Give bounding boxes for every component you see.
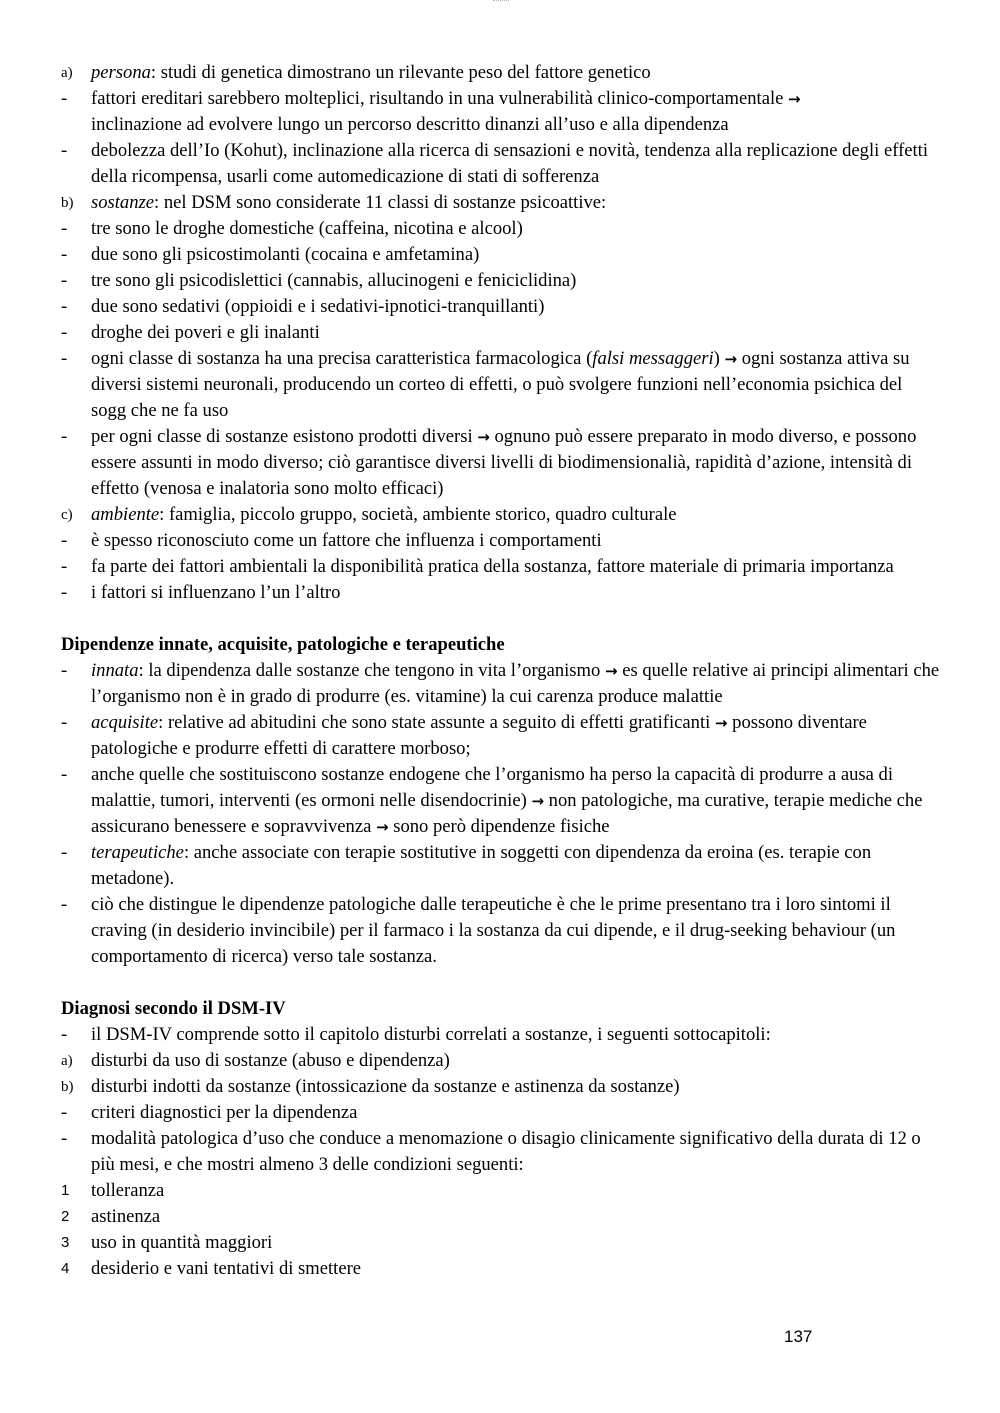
item-text: ciò che distingue le dipendenze patologiche dalle terapeutiche è che le prime presentano tra i loro sintomi il craving (in desiderio invincibile) per il farmaco i la sostanza da cui dipende, e il drug-seeking behaviour (un comportamento di ricerca) verso tale sostanza. <box>91 894 896 967</box>
item-text: uso in quantità maggiori <box>91 1232 273 1253</box>
item-text: : la dipendenza dalle sostanze che tengono in vita l’organismo <box>138 660 605 681</box>
item-text: debolezza dell’Io (Kohut), inclinazione alla ricerca di sensazioni e novità, tendenza alla replicazione degli effetti della ricompensa, usarli come automedicazione di stati di sofferenza <box>91 140 929 187</box>
bullet-dash: - <box>61 88 68 109</box>
item-text: i fattori si influenzano l’un l’altro <box>91 582 341 603</box>
list-item-a <box>61 1048 941 1074</box>
paragraph-gap <box>61 970 941 996</box>
list-number: 2 <box>61 1208 70 1225</box>
term-falsi-messaggeri: falsi messaggeri <box>592 348 714 369</box>
item-text: : nel DSM sono considerate 11 classi di sostanze psicoattive: <box>154 192 607 213</box>
item-text: ) <box>713 348 725 369</box>
item-text: modalità patologica d’uso che conduce a menomazione o disagio clinicamente significativo della durata di 12 o più mesi, e che mostri almeno 3 delle condizioni seguenti: <box>91 1128 921 1175</box>
list-item <box>61 138 941 190</box>
arrow-right-icon: → <box>531 792 545 810</box>
item-text: possono diventare patologiche e produrre effetti di carattere morboso; <box>91 712 867 759</box>
item-text: due sono gli psicostimolanti (cocaina e amfetamina) <box>91 244 480 265</box>
item-text: fa parte dei fattori ambientali la disponibilità pratica della sostanza, fattore materiale di primaria importanza <box>91 556 894 577</box>
arrow-right-icon: → <box>788 90 801 108</box>
bullet-dash: - <box>61 842 68 863</box>
bullet-dash: - <box>61 764 68 785</box>
bullet-dash: - <box>61 348 68 369</box>
list-item <box>61 216 941 242</box>
bullet-dash: - <box>61 322 68 343</box>
list-item-b <box>61 1074 941 1100</box>
item-text: tolleranza <box>91 1180 165 1201</box>
list-item-c-ambiente <box>61 502 941 528</box>
numbered-item <box>61 1256 941 1282</box>
item-text: disturbi indotti da sostanze (intossicazione da sostanze e astinenza da sostanze) <box>91 1076 680 1097</box>
arrow-right-icon: → <box>714 714 728 732</box>
numbered-item <box>61 1204 941 1230</box>
item-text: tre sono le droghe domestiche (caffeina, nicotina e alcool) <box>91 218 523 239</box>
item-text: è spesso riconosciuto come un fattore che influenza i comportamenti <box>91 530 602 551</box>
bullet-dash: - <box>61 426 68 447</box>
bullet-dash: - <box>61 218 68 239</box>
page-number: 137 <box>784 1327 813 1346</box>
list-marker: b) <box>61 1079 74 1095</box>
bullet-dash: - <box>61 660 68 681</box>
list-item <box>61 528 941 554</box>
bullet-dash: - <box>61 894 68 915</box>
bullet-dash: - <box>61 1024 68 1045</box>
list-item <box>61 580 941 606</box>
item-text: ogni sostanza attiva su diversi sistemi neuronali, producendo un corteo di effetti, o può svolgere funzioni nell’economia psichica del sogg che ne fa uso <box>91 348 910 421</box>
term-acquisite: acquisite <box>91 712 159 733</box>
item-text: anche quelle che sostituiscono sostanze endogene che l’organismo ha perso la capacità di produrre a ausa di malattie, tumori, interventi (es ormoni nelle disendocrinie) <box>91 764 893 811</box>
item-text: : relative ad abitudini che sono state assunte a seguito di effetti gratificanti <box>158 712 715 733</box>
bullet-dash: - <box>61 244 68 265</box>
item-text: es quelle relative ai principi alimentari che l’organismo non è in grado di produrre (es. vitamine) la cui carenza produce malattie <box>91 660 940 707</box>
item-text: sono però dipendenze fisiche <box>388 816 610 837</box>
list-item-b-sostanze <box>61 190 941 216</box>
list-item <box>61 424 941 502</box>
list-item <box>61 242 941 268</box>
term-sostanze: sostanze <box>91 192 155 213</box>
list-number: 3 <box>61 1234 70 1251</box>
item-text: ogni classe di sostanza ha una precisa caratteristica farmacologica ( <box>91 348 593 369</box>
item-text: droghe dei poveri e gli inalanti <box>91 322 320 343</box>
item-text: : famiglia, piccolo gruppo, società, ambiente storico, quadro culturale <box>159 504 677 525</box>
item-text: ognuno può essere preparato in modo diverso, e possono essere assunti in modo diverso; ciò garantisce diversi livelli di biodimensionalià, rapidità d’azione, intensità di effetto (venosa e inalatoria sono molto efficaci) <box>91 426 917 499</box>
bullet-dash: - <box>61 582 68 603</box>
item-text: : studi di genetica dimostrano un rilevante peso del fattore genetico <box>150 62 651 83</box>
item-text: tre sono gli psicodislettici (cannabis, allucinogeni e feniciclidina) <box>91 270 577 291</box>
list-marker: a) <box>61 65 73 81</box>
list-item-a-persona <box>61 60 941 86</box>
header-mark <box>493 0 509 3</box>
item-text: criteri diagnostici per la dipendenza <box>91 1102 358 1123</box>
list-item <box>61 1022 941 1048</box>
bullet-dash: - <box>61 1128 68 1149</box>
section-heading: Dipendenze innate, acquisite, patologiche e terapeutiche <box>61 634 505 655</box>
term-persona: persona <box>91 62 151 83</box>
list-number: 1 <box>61 1182 70 1199</box>
list-item <box>61 892 941 970</box>
bullet-dash: - <box>61 530 68 551</box>
numbered-item <box>61 1230 941 1256</box>
bullet-dash: - <box>61 270 68 291</box>
item-text: disturbi da uso di sostanze (abuso e dipendenza) <box>91 1050 450 1071</box>
term-terapeutiche: terapeutiche <box>91 842 184 863</box>
item-text: due sono sedativi (oppioidi e i sedativi-ipnotici-tranquillanti) <box>91 296 545 317</box>
bullet-dash: - <box>61 556 68 577</box>
list-item <box>61 320 941 346</box>
item-text: desiderio e vani tentativi di smettere <box>91 1258 362 1279</box>
list-item <box>61 658 941 710</box>
list-item <box>61 1100 941 1126</box>
list-marker: a) <box>61 1053 73 1069</box>
list-item <box>61 346 941 424</box>
paragraph-gap <box>61 606 941 632</box>
item-text: per ogni classe di sostanze esistono prodotti diversi <box>91 426 478 447</box>
arrow-right-icon: → <box>604 662 618 680</box>
bullet-dash: - <box>61 140 68 161</box>
page-content <box>61 60 941 1282</box>
bullet-dash: - <box>61 296 68 317</box>
item-text: : anche associate con terapie sostitutive in soggetti con dipendenza da eroina (es. terapie con metadone). <box>91 842 872 889</box>
list-item <box>61 294 941 320</box>
item-text: il DSM-IV comprende sotto il capitolo disturbi correlati a sostanze, i seguenti sottocapitoli: <box>91 1024 771 1045</box>
item-text: non patologiche, ma curative, terapie mediche che assicurano benessere e sopravvivenza <box>91 790 923 837</box>
list-item <box>61 554 941 580</box>
list-item <box>61 762 941 840</box>
arrow-right-icon: → <box>477 428 490 446</box>
bullet-dash: - <box>61 1102 68 1123</box>
arrow-right-icon: → <box>375 818 389 836</box>
bullet-dash: - <box>61 712 68 733</box>
list-item <box>61 86 941 138</box>
list-marker: b) <box>61 195 74 211</box>
list-item <box>61 710 941 762</box>
item-text: astinenza <box>91 1206 161 1227</box>
list-item <box>61 840 941 892</box>
list-marker: c) <box>61 507 73 523</box>
item-text: inclinazione ad evolvere lungo un percorso descritto dinanzi all’uso e alla dipendenza <box>91 114 729 135</box>
list-item <box>61 268 941 294</box>
term-innata: innata <box>91 660 139 681</box>
term-ambiente: ambiente <box>91 504 160 525</box>
arrow-right-icon: → <box>724 350 738 368</box>
list-number: 4 <box>61 1260 70 1277</box>
item-text: fattori ereditari sarebbero molteplici, risultando in una vulnerabilità clinico-comportamentale <box>91 88 789 109</box>
list-item <box>61 1126 941 1178</box>
section-heading: Diagnosi secondo il DSM-IV <box>61 998 286 1019</box>
numbered-item <box>61 1178 941 1204</box>
